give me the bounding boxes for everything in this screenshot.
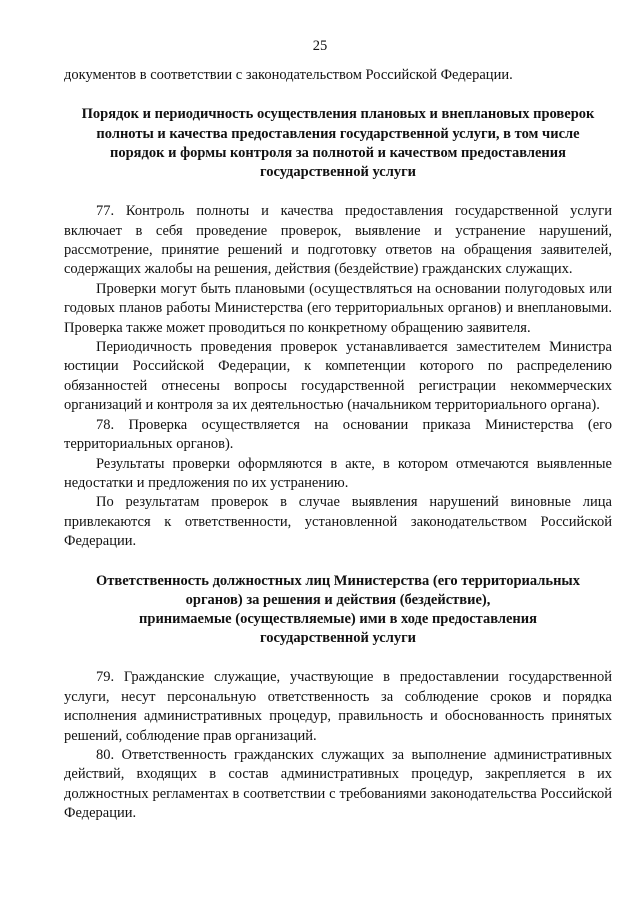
heading-line: государственной услуги	[259, 164, 417, 181]
paragraph-77: 77. Контроль полноты и качества предоставления государственной услуги включает в себя проведение проверок, выявление и устранение нарушений, рассмотрение, принятие решений и подготовку ответов на обращения заявителей, содержащих жалобы на решения, действия (бездействие) гражданских служащих.	[64, 203, 612, 278]
section-heading-responsibility	[64, 572, 612, 649]
heading-line: полноты и качества предоставления государственной услуги, в том числе	[96, 125, 580, 142]
page-content	[64, 66, 612, 824]
section-body-inspections	[64, 202, 612, 551]
heading-line: принимаемые (осуществляемые) ими в ходе предоставления	[139, 610, 537, 627]
page-number: 25	[312, 38, 328, 54]
heading-line: Порядок и периодичность осуществления плановых и внеплановых проверок	[81, 106, 595, 123]
paragraph-80: 80. Ответственность гражданских служащих за выполнение административных действий, входящих в состав административных процедур, закрепляется в их должностных регламентах в соответствии с требованиями законодательства Российской Федерации.	[64, 746, 612, 822]
section-heading-inspections	[64, 105, 612, 182]
paragraph-results: Результаты проверки оформляются в акте, в котором отмечаются выявленные недостатки и предложения по их устранению.	[64, 455, 612, 491]
paragraph-78: 78. Проверка осуществляется на основании приказа Министерства (его территориальных органов).	[64, 416, 612, 453]
section-body-responsibility	[64, 668, 612, 823]
heading-line: порядок и формы контроля за полнотой и качеством предоставления	[110, 144, 566, 161]
intro-line: документов в соответствии с законодательством Российской Федерации.	[64, 67, 513, 83]
heading-line: государственной услуги	[259, 630, 417, 647]
heading-line: Ответственность должностных лиц Министерства (его территориальных	[95, 572, 580, 589]
paragraph-liability: По результатам проверок в случае выявления нарушений виновные лица привлекаются к ответственности, установленной законодательством Российской Федерации.	[64, 494, 612, 550]
paragraph-79: 79. Гражданские служащие, участвующие в предоставлении государственной услуги, несут персональную ответственность за соблюдение сроков и порядка исполнения административных процедур, правильность и обоснованность принятых решений, соблюдение прав организаций.	[64, 669, 612, 744]
paragraph-periodicity: Периодичность проведения проверок устанавливается заместителем Министра юстиции Российской Федерации, к компетенции которого по распределению обязанностей отнесены вопросы государственной регистрации некоммерческих организаций и контроля за их деятельностью (начальником территориального органа).	[64, 339, 612, 414]
heading-line: органов) за решения и действия (бездействие),	[185, 591, 491, 608]
paragraph-planned-inspections: Проверки могут быть плановыми (осуществляться на основании полугодовых или годовых планов работы Министерства (его территориальных органов) и внеплановыми. Проверка также может проводиться по конкретному обращению заявителя.	[64, 280, 612, 336]
